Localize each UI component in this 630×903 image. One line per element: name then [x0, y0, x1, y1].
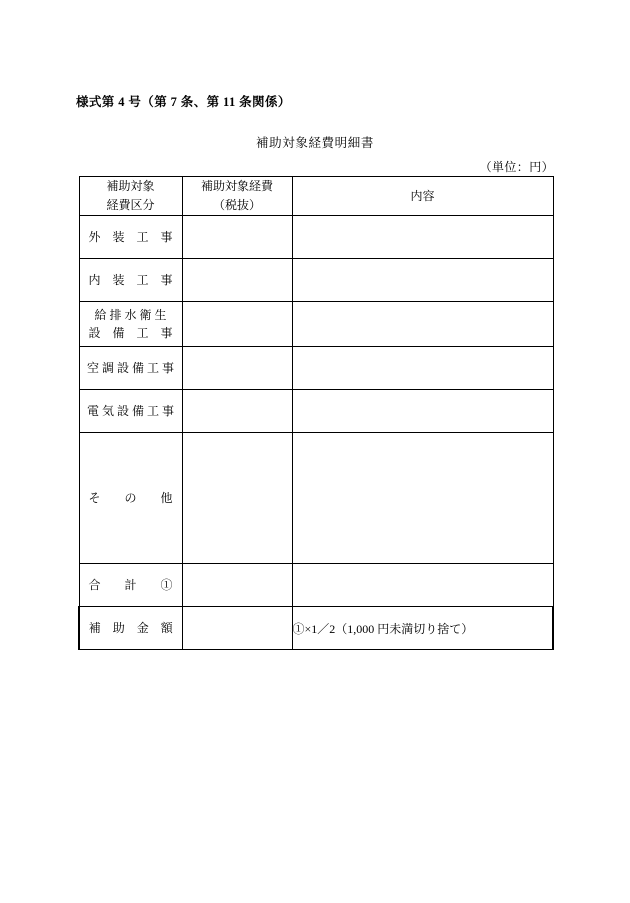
table-row	[79, 259, 553, 302]
row-amount-field[interactable]	[182, 390, 292, 433]
row-amount-field[interactable]	[182, 216, 292, 259]
row-content-field[interactable]	[292, 390, 553, 433]
table-row	[79, 302, 553, 347]
row-category	[79, 390, 182, 433]
row-category-line2: 設 備 工 事	[88, 326, 173, 340]
table-row-subsidy	[79, 607, 553, 650]
row-formula-note: ①×1／2（1,000 円未満切り捨て）	[292, 607, 553, 650]
row-category	[79, 216, 182, 259]
row-category-line1: 空 調 設 備 工 事	[86, 361, 174, 375]
table-row	[79, 216, 553, 259]
row-category	[79, 302, 182, 347]
expense-detail-table	[78, 176, 554, 650]
header-category-line2: 経費区分	[106, 198, 155, 212]
row-content-field[interactable]	[292, 433, 553, 564]
header-category-line1: 補助対象	[106, 179, 155, 194]
unit-note: （単位：円）	[479, 160, 554, 174]
row-content-field[interactable]	[292, 347, 553, 390]
row-category-line1: 合 計 ①	[88, 578, 173, 592]
header-content: 内容	[292, 177, 553, 216]
row-category	[79, 259, 182, 302]
table-row	[79, 433, 553, 564]
row-category-subsidy	[79, 607, 182, 650]
row-category-line1: 電 気 設 備 工 事	[86, 404, 174, 418]
page-title: 補助対象経費明細書	[256, 136, 374, 150]
row-content-field[interactable]	[292, 302, 553, 347]
form-number: 様式第 4 号（第 7 条、第 11 条関係）	[76, 95, 291, 109]
row-amount-field[interactable]	[182, 607, 292, 650]
row-amount-field[interactable]	[182, 259, 292, 302]
row-category-line1: そ の 他	[88, 491, 173, 505]
row-amount-field[interactable]	[182, 433, 292, 564]
header-amount-line2: （税抜）	[212, 198, 261, 212]
table-row	[79, 564, 553, 607]
header-category	[79, 177, 182, 216]
row-content-field[interactable]	[292, 216, 553, 259]
row-category-total	[79, 564, 182, 607]
row-amount-field[interactable]	[182, 564, 292, 607]
table-row	[79, 390, 553, 433]
row-category-line1: 給 排 水 衛 生	[94, 308, 167, 322]
row-amount-field[interactable]	[182, 302, 292, 347]
row-category-line1: 補 助 金 額	[88, 621, 173, 635]
table-row	[79, 347, 553, 390]
row-category-line1: 内 装 工 事	[88, 273, 173, 287]
row-category	[79, 347, 182, 390]
table-header-row	[79, 177, 553, 216]
header-amount-line1: 補助対象経費	[200, 179, 273, 194]
row-content-field[interactable]	[292, 259, 553, 302]
header-amount	[182, 177, 292, 216]
row-category	[79, 433, 182, 564]
row-amount-field[interactable]	[182, 347, 292, 390]
row-content-field[interactable]	[292, 564, 553, 607]
row-category-line1: 外 装 工 事	[88, 230, 173, 244]
